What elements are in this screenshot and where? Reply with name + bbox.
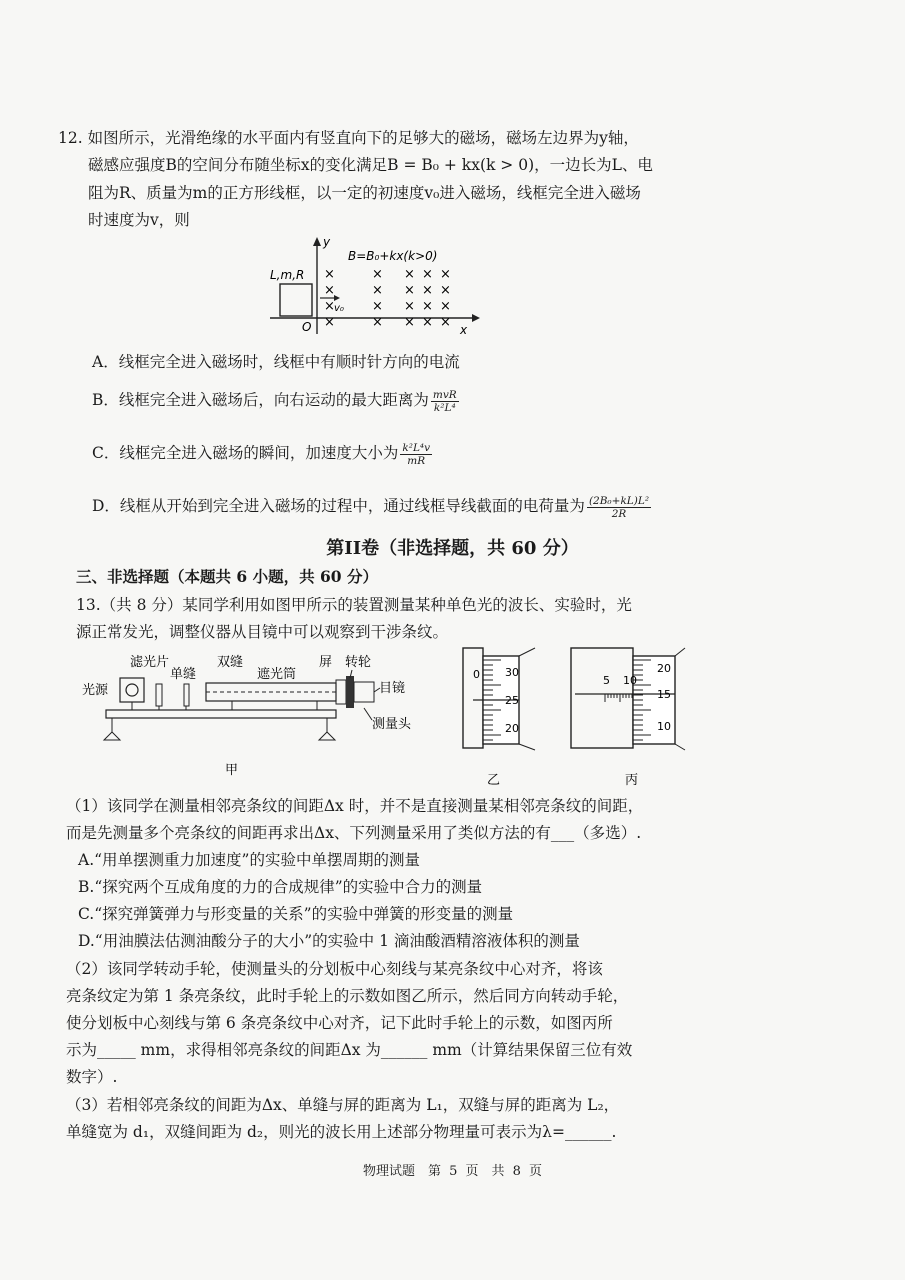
field-cross: × [372,299,383,314]
field-cross: × [372,315,383,330]
field-cross: × [324,315,335,330]
single-slit-label: 单缝 [170,667,197,682]
field-cross: × [324,283,335,298]
q13-p1-option-a: A.“用单摆测重力加速度”的实验中单摆周期的测量 [78,851,420,869]
fig-jia-caption: 甲 [225,763,239,778]
bing-num-2: 15 [657,688,671,701]
fig-bing-caption: 丙 [625,773,639,788]
q12-option-d [92,494,651,520]
filter-label: 滤光片 [130,655,170,670]
q13-p3-line1: （3）若相邻亮条纹的间距为Δx、单缝与屏的距离为 L₁，双缝与屏的距离为 L₂， [66,1096,620,1114]
origin-label: O [302,320,312,334]
frame-label: L,m,R [270,268,305,282]
yi-num-3: 20 [505,722,519,735]
fraction-c-num: k²L⁴v [402,441,431,454]
eyepiece-label: 目镜 [379,681,406,696]
tube-label: 遮光筒 [257,667,297,682]
q12-line2: 磁感应强度B的空间分布随坐标x的变化满足B = B₀ + kx(k > 0)，一边长为L、电 [88,156,653,174]
field-cross: × [422,283,433,298]
field-cross: × [422,315,433,330]
section-heading: 三、非选择题（本题共 6 小题，共 60 分） [76,567,378,586]
q12-line3: 阻为R、质量为m的正方形线框，以一定的初速度v₀进入磁场，线框完全进入磁场 [88,184,641,202]
double-slit-label: 双缝 [217,655,244,670]
fraction-b [431,389,459,414]
q12-option-b [92,388,459,414]
field-cross: × [422,299,433,314]
field-cross: × [404,315,415,330]
q13-p2-line2: 亮条纹定为第 1 条亮条纹，此时手轮上的示数如图乙所示，然后同方向转动手轮， [66,987,629,1005]
q12-option-d-text: D．线框从开始到完全进入磁场的过程中，通过线框导线截面的电荷量为 [92,497,585,515]
q12-option-b-text: B．线框完全进入磁场后，向右运动的最大距离为 [92,391,429,409]
q13-p1-line1: （1）该同学在测量相邻亮条纹的间距Δx 时，并不是直接测量某相邻亮条纹的间距， [66,797,644,815]
field-cross: × [404,283,415,298]
wheel-label: 转轮 [345,655,372,670]
q13-p2-line1: （2）该同学转动手轮，使测量头的分划板中心刻线与某亮条纹中心对齐，将该 [66,960,603,978]
q12-line4: 时速度为v，则 [88,211,190,229]
fraction-d [587,495,651,520]
x-axis-label: x [460,323,468,337]
field-formula: B=B₀+kx(k>0) [348,249,438,263]
yi-num-1: 30 [505,666,519,679]
field-cross: × [372,267,383,282]
fraction-c-den: mR [407,454,426,467]
q13-p2-line3: 使分划板中心刻线与第 6 条亮条纹中心对齐，记下此时手轮上的示数，如图丙所 [66,1014,613,1032]
square-frame [280,284,312,316]
field-cross: × [324,299,335,314]
magnetic-field-figure [262,234,482,338]
page-footer: 物理试题 第 5 页 共 8 页 [362,1164,543,1179]
fraction-d-num: (2B₀+kL)L² [588,494,650,507]
q13-p1-option-c: C.“探究弹簧弹力与形变量的关系”的实验中弹簧的形变量的测量 [78,905,514,923]
q12-line1: 12. 如图所示，光滑绝缘的水平面内有竖直向下的足够大的磁场，磁场左边界为y轴， [58,129,639,147]
field-cross: × [404,267,415,282]
y-axis-label: y [323,235,331,249]
screen-label: 屏 [319,655,333,670]
field-cross: × [440,283,451,298]
yi-num-2: 25 [505,694,519,707]
q13-p3-line2: 单缝宽为 d₁，双缝间距为 d₂，则光的波长用上述部分物理量可表示为λ=______. [66,1123,617,1141]
field-crosses [324,267,451,330]
field-cross: × [440,299,451,314]
field-cross: × [404,299,415,314]
bing-num-3: 10 [657,720,671,733]
field-cross: × [372,283,383,298]
q12-option-c [92,441,432,467]
section-title: 第II卷（非选择题，共 60 分） [326,538,579,559]
v0-label: v₀ [334,303,344,314]
q13-line1: 13.（共 8 分）某同学利用如图甲所示的装置测量某种单色光的波长、实验时，光 [76,596,632,614]
apparatus-figure [82,648,452,778]
field-cross: × [324,267,335,282]
fig-yi-caption: 乙 [487,773,501,788]
field-cross: × [422,267,433,282]
q13-line2: 源正常发光，调整仪器从目镜中可以观察到干涉条纹。 [76,623,449,641]
bing-main-1: 5 [603,674,610,687]
q13-p1-option-b: B.“探究两个互成角度的力的合成规律”的实验中合力的测量 [78,878,483,896]
micrometer-bing-figure [565,644,690,792]
fraction-b-num: mvR [432,388,457,401]
q13-p1-line2: 而是先测量多个亮条纹的间距再求出Δx、下列测量采用了类似方法的有___（多选）. [66,824,642,842]
micrometer-yi-figure [455,644,545,792]
q13-p2-line5: 数字）. [66,1068,118,1086]
fraction-b-den: k²L⁴ [433,401,456,414]
bing-main-2: 10 [623,674,637,687]
fraction-d-den: 2R [611,507,627,520]
field-cross: × [440,267,451,282]
q13-p2-line4: 示为_____ mm，求得相邻亮条纹的间距Δx 为______ mm（计算结果保留三位有效 [66,1041,633,1059]
q12-option-a: A．线框完全进入磁场时，线框中有顺时针方向的电流 [92,353,460,371]
fraction-c [400,442,432,467]
q13-p1-option-d: D.“用油膜法估测油酸分子的大小”的实验中 1 滴油酸酒精溶液体积的测量 [78,932,580,950]
q12-option-c-text: C．线框完全进入磁场的瞬间，加速度大小为 [92,444,399,462]
yi-main-scale: 0 [473,668,480,681]
field-cross: × [440,315,451,330]
head-label: 测量头 [372,717,412,732]
source-label: 光源 [82,683,109,698]
bing-num-1: 20 [657,662,671,675]
